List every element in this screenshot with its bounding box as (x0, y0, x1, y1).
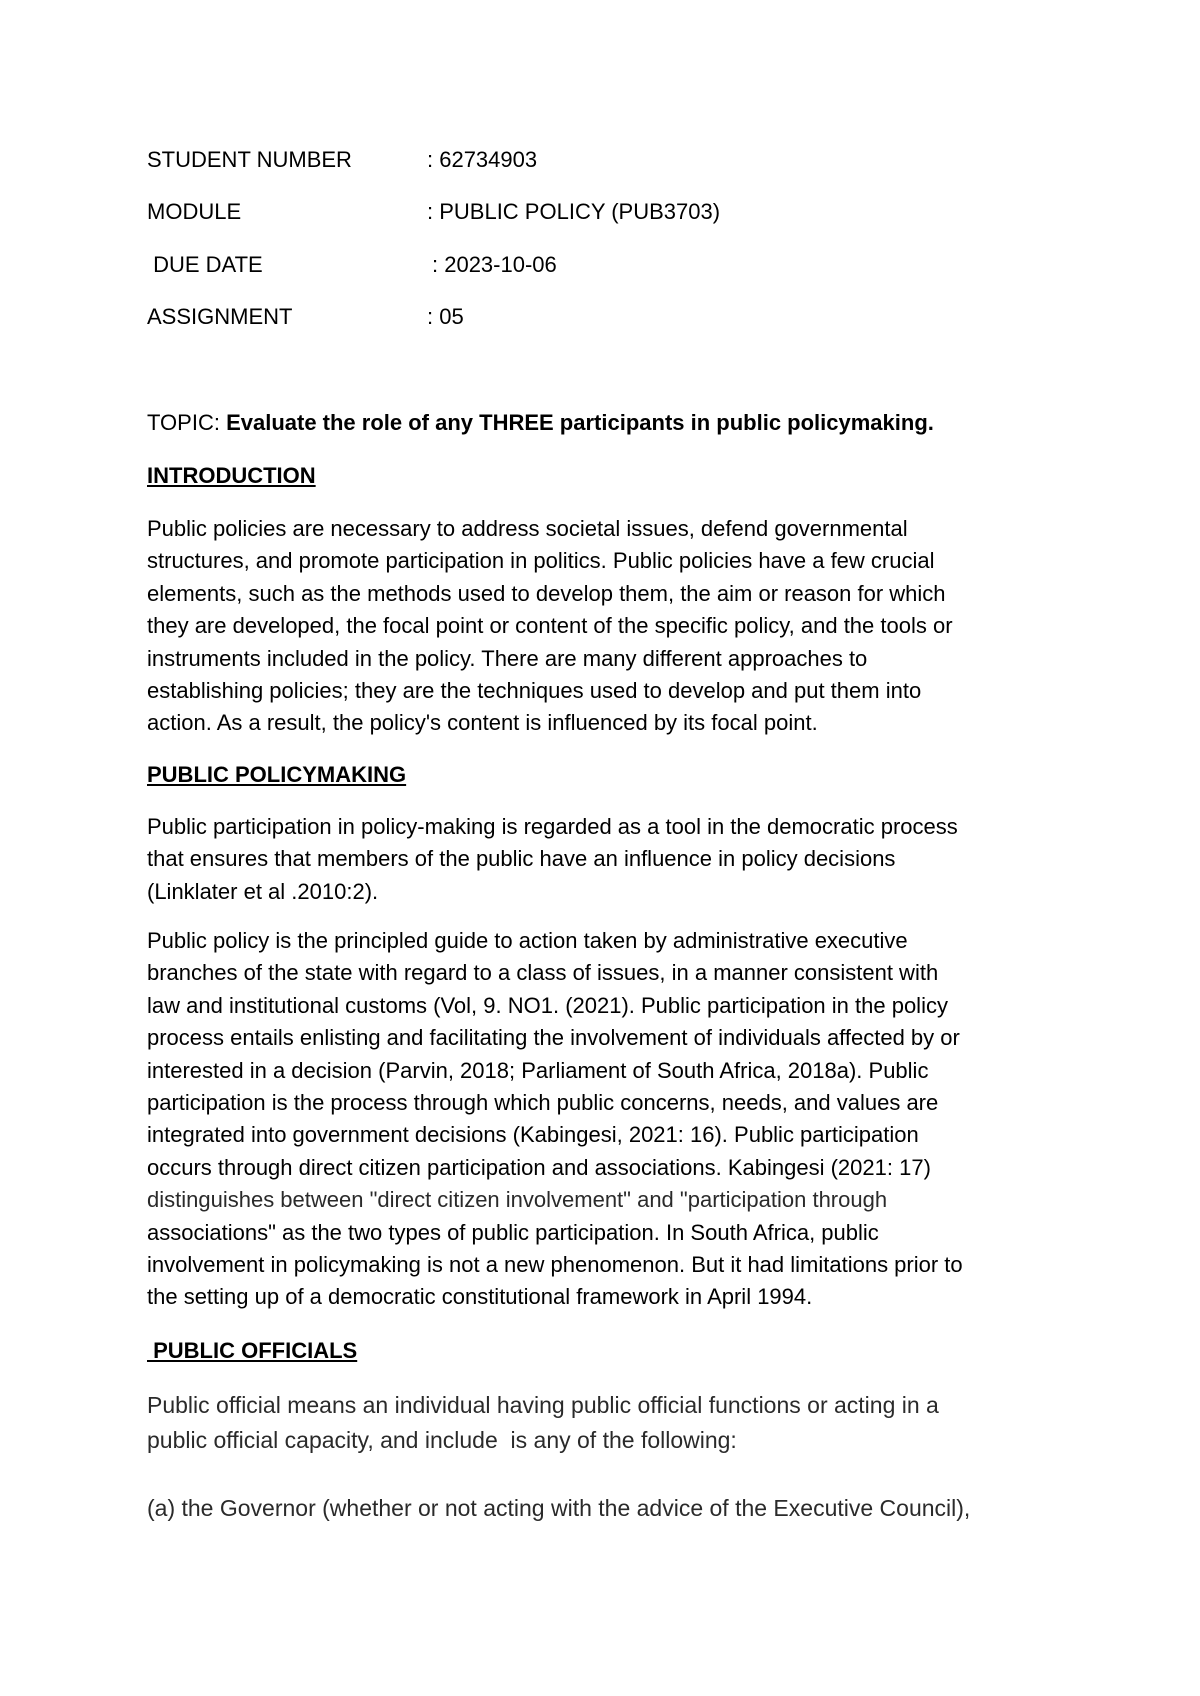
text-line: interested in a decision (Parvin, 2018; Parliament of South Africa, 2018a). Public (147, 1057, 929, 1083)
text-line: action. As a result, the policy's content is influenced by its focal point. (147, 710, 818, 736)
meta-label: MODULE (147, 199, 242, 224)
officials-item-a: (a) the Governor (whether or not acting with the advice of the Executive Council), (147, 1495, 971, 1521)
text-line: the setting up of a democratic constitutional framework in April 1994. (147, 1284, 813, 1310)
topic-prefix: TOPIC: (147, 410, 227, 435)
meta-value: : 05 (427, 304, 464, 329)
text-line: instruments included in the policy. There are many different approaches to (147, 645, 868, 671)
text-line: branches of the state with regard to a class of issues, in a manner consistent with (147, 960, 939, 986)
text-line: structures, and promote participation in politics. Public policies have a few crucial (147, 548, 935, 574)
intro-paragraph (147, 513, 1067, 740)
topic-text: Evaluate the role of any THREE participants in public policymaking. (226, 410, 934, 435)
text-line: Public participation in policy-making is regarded as a tool in the democratic process (147, 814, 958, 839)
text-line: Public policies are necessary to address societal issues, defend governmental (147, 516, 908, 541)
policymaking-paragraph-1 (147, 811, 1067, 908)
text-line: involvement in policymaking is not a new phenomenon. But it had limitations prior to (147, 1252, 963, 1278)
text-line: public official capacity, and include is any of the following: (147, 1427, 737, 1453)
text-line: establishing policies; they are the techniques used to develop and put them into (147, 678, 922, 704)
text-line: integrated into government decisions (Kabingesi, 2021: 16). Public participation (147, 1122, 919, 1148)
text-line: elements, such as the methods used to develop them, the aim or reason for which (147, 580, 946, 606)
meta-value: : 2023-10-06 (432, 252, 557, 277)
officials-paragraph (147, 1388, 1067, 1458)
meta-label: STUDENT NUMBER (147, 147, 352, 172)
meta-value: : PUBLIC POLICY (PUB3703) (427, 199, 721, 224)
text-line: distinguishes between "direct citizen involvement" and "participation through (147, 1187, 888, 1213)
meta-label: ASSIGNMENT (147, 304, 293, 329)
heading-public-officials: PUBLIC OFFICIALS (147, 1338, 358, 1363)
text-line: Public official means an individual having public official functions or acting in a (147, 1392, 939, 1418)
text-line: occurs through direct citizen participation and associations. Kabingesi (2021: 17) (147, 1154, 931, 1180)
text-line: participation is the process through which public concerns, needs, and values are (147, 1090, 939, 1116)
topic-line (147, 409, 934, 437)
text-line: Public policy is the principled guide to action taken by administrative executive (147, 928, 908, 953)
text-line: that ensures that members of the public have an influence in policy decisions (147, 846, 896, 872)
text-line: associations" as the two types of public participation. In South Africa, public (147, 1219, 879, 1245)
text-line: process entails enlisting and facilitating the involvement of individuals affected by or (147, 1025, 960, 1051)
meta-value: : 62734903 (427, 147, 538, 172)
text-line: law and institutional customs (Vol, 9. NO1. (2021). Public participation in the policy (147, 992, 948, 1018)
text-line: (Linklater et al .2010:2). (147, 878, 379, 904)
heading-public-policymaking: PUBLIC POLICYMAKING (147, 762, 407, 787)
heading-introduction: INTRODUCTION (147, 463, 316, 488)
policymaking-paragraph-2 (147, 925, 1067, 1314)
meta-label: DUE DATE (147, 252, 263, 277)
text-line: they are developed, the focal point or content of the specific policy, and the tools or (147, 613, 953, 639)
